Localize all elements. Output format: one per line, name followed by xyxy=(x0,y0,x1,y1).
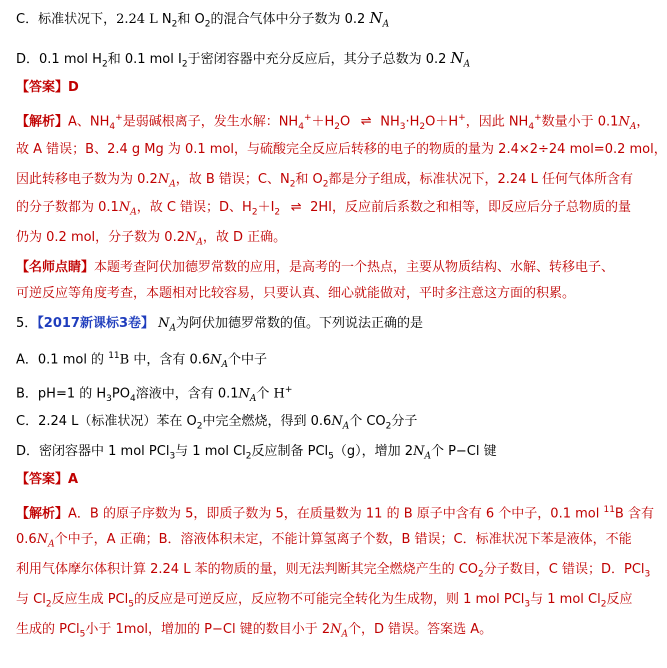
q5-stem: 5．【2017新课标3卷】 $N_A$为阿伏加德罗常数的值。下列说法正确的是 xyxy=(16,316,424,334)
q5-option-c: C．2.24 L（标准状况）苯在 $O_2$中完全燃烧，得到 $0.6N_A$个 $CO_2$分子 xyxy=(16,414,418,432)
prev-tip-line-2: 可逆反应等角度考查，本题相对比较容易，只要认真、细心就能做对，平时多注意这方面的积累。 xyxy=(16,286,576,301)
answer-value: A xyxy=(68,472,79,487)
q5-analysis-line-1: 【解析】A．B 的原子序数为 5，即质子数为 5，在质量数为 11 的 B 原子中含有 6 个中子，0.1 mol $^{11}$B 含有 xyxy=(16,505,654,522)
q5-analysis-line-3: 利用气体摩尔体积计算 2.24 L 苯的物质的量，则无法判断其完全燃烧产生的 $CO_2$分子数目，C 错误；D．PCl$_3$ xyxy=(16,562,651,580)
prev-answer xyxy=(16,78,79,98)
question-source: 【2017新课标3卷】 xyxy=(37,316,155,331)
q5-option-b: B．pH=1 的 $H_3PO_4$溶液中，含有 $0.1N_A$个 H+ xyxy=(16,385,293,404)
question-number: 5． xyxy=(16,316,38,331)
q5-option-d: D．密闭容器中 1 mol PCl$_3$与 1 mol $Cl_2$反应制备 PCl$_5$（g），增加 $2N_A$个 P−Cl 键 xyxy=(16,444,497,462)
q5-analysis-line-5: 生成的 PCl$_5$小于 1mol，增加的 P−Cl 键的数目小于 $2N_A$个，D 错误。答案选 A。 xyxy=(16,622,493,640)
answer-label: 【答案】 xyxy=(16,80,69,95)
q5-analysis-line-4: 与 $Cl_2$反应生成 PCl$_5$的反应是可逆反应，反应物不可能完全转化为生成物，则 1 mol PCl$_3$与 1 mol $Cl_2$反应 xyxy=(16,592,633,610)
prev-analysis-line-5: 仍为 0.2 mol，分子数为 $0.2N_A$，故 D 正确。 xyxy=(16,230,287,248)
prev-option-d: D．0.1 mol $H_2$和 0.1 mol $I_2$于密闭容器中充分反应后，其分子总数为 0.2 $N_A$ xyxy=(16,49,471,70)
answer-label: 【答案】 xyxy=(16,472,69,487)
q5-analysis-line-2: $0.6N_A$个中子，A 正确；B．溶液体积未定，不能计算氢离子个数，B 错误；C．标准状况下苯是液体，不能 xyxy=(16,532,632,550)
prev-tip-line-1: 【名师点睛】本题考查阿伏加德罗常数的应用，是高考的一个热点，主要从物质结构、水解、转移电子、 xyxy=(16,260,615,275)
prev-analysis-line-1: 【解析】A、$NH_4^+$是弱碱根离子，发生水解：$NH_4^++H_2O$ ⇌ $NH_3\cdot H_2O+H^+$，因此 $NH_4^+$数量小于 $0.1N_A$， xyxy=(16,113,650,132)
prev-analysis-line-2: 故 A 错误；B、2.4 g Mg 为 0.1 mol，与硫酸完全反应后转移的电子的物质的量为 2.4×2÷24 mol=0.2 mol， xyxy=(16,142,667,157)
answer-value: D xyxy=(68,80,79,95)
prev-analysis-line-3: 因此转移电子数为为 $0.2N_A$，故 B 错误；C、$N_2$和 $O_2$都是分子组成，标准状况下，2.24 L 任何气体所含有 xyxy=(16,172,633,190)
q5-answer xyxy=(16,470,78,490)
prev-option-c: C．标准状况下，2.24 L $N_2$和 $O_2$的混合气体中分子数为 0.2 $N_A$ xyxy=(16,9,390,30)
q5-option-a: A．0.1 mol 的 $^{11}$B 中，含有 $0.6N_A$个中子 xyxy=(16,351,268,370)
prev-analysis-line-4: 的分子数都为 $0.1N_A$，故 C 错误；D、$H_2+I_2$ ⇌ 2HI，反应前后系数之和相等，即反应后分子总物质的量 xyxy=(16,200,632,218)
